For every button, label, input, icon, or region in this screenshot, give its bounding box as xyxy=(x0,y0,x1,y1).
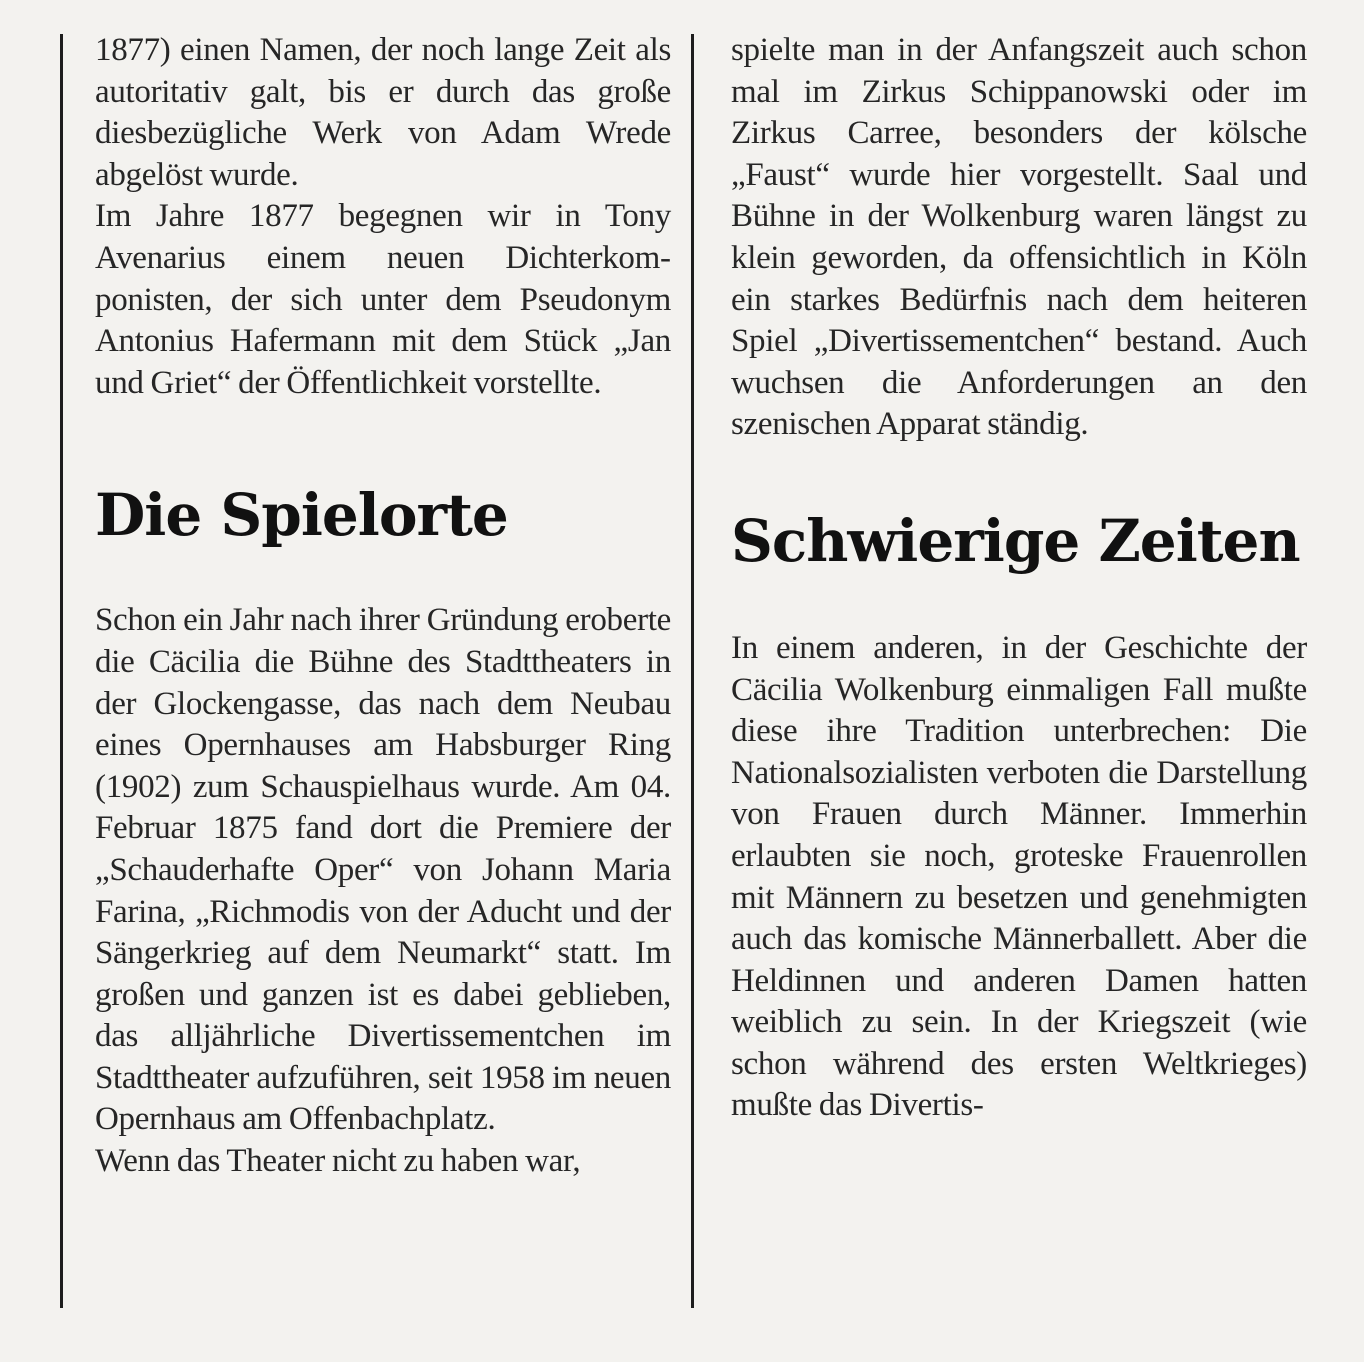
section-heading-schwierige-zeiten: Schwierige Zeiten xyxy=(731,506,1300,575)
right-body-paragraph-1: In einem anderen, in der Geschichte der Cäcilia Wolkenburg einmaligen Fall mußte diese ihre Tradition unterbrechen: Die Nationalsozialisten verboten die Darstellung von Frauen durch Männer. Immerhin erlaubten sie noch, groteske Frauenrollen mit Männern zu besetzen und genehmigten auch das komische Männerballett. Aber die Heldinnen und anderen Damen hatten weiblich zu sein. In der Kriegszeit (wie schon während des ersten Weltkrieges) mußte das Divertis- xyxy=(731,629,1307,1124)
left-intro-paragraph-2: Im Jahre 1877 begegnen wir in Tony Avenarius einem neuen Dichterkomponisten, der sich unter dem Pseudonym Antonius Hafermann mit dem Stück „Jan und Griet“ der Öffentlichkeit vorstellte. xyxy=(95,198,671,401)
left-column-rule xyxy=(60,34,63,1308)
left-intro-paragraph-1: 1877) einen Namen, der noch lange Zeit als autoritativ galt, bis er durch das große diesbezügliche Werk von Adam Wrede abgelöst wurde. xyxy=(95,32,671,193)
center-column-rule xyxy=(691,34,694,1308)
left-body-paragraph-2: Wenn das Theater nicht zu haben war, xyxy=(95,1143,581,1180)
left-column xyxy=(95,30,671,1183)
right-column xyxy=(731,30,1307,1127)
section-heading-spielorte: Die Spielorte xyxy=(95,481,508,550)
left-body-paragraph-1: Schon ein Jahr nach ihrer Gründung eroberte die Cäcilia die Bühne des Stadttheaters in der Glockengasse, das nach dem Neubau eines Opernhauses am Habsburger Ring (1902) zum Schauspielhaus wurde. Am 04. Februar 1875 fand dort die Premiere der „Schauderhafte Oper“ von Johann Maria Farina, „Richmodis von der Aducht und der Sängerkrieg auf dem Neumarkt“ statt. Im großen und ganzen ist es dabei geblieben, das alljährliche Divertissementchen im Stadttheater aufzuführen, seit 1958 im neuen Opernhaus am Offenbachplatz. xyxy=(95,602,671,1138)
right-intro-paragraph-1: spielte man in der Anfangszeit auch schon mal im Zirkus Schippanowski oder im Zirkus Carree, besonders der kölsche „Faust“ wurde hier vorgestellt. Saal und Bühne in der Wolkenburg waren längst zu klein geworden, da offensichtlich in Köln ein starkes Bedürfnis nach dem heiteren Spiel „Divertissementchen“ bestand. Auch wuchsen die Anforderungen an den szenischen Apparat ständig. xyxy=(731,32,1307,443)
